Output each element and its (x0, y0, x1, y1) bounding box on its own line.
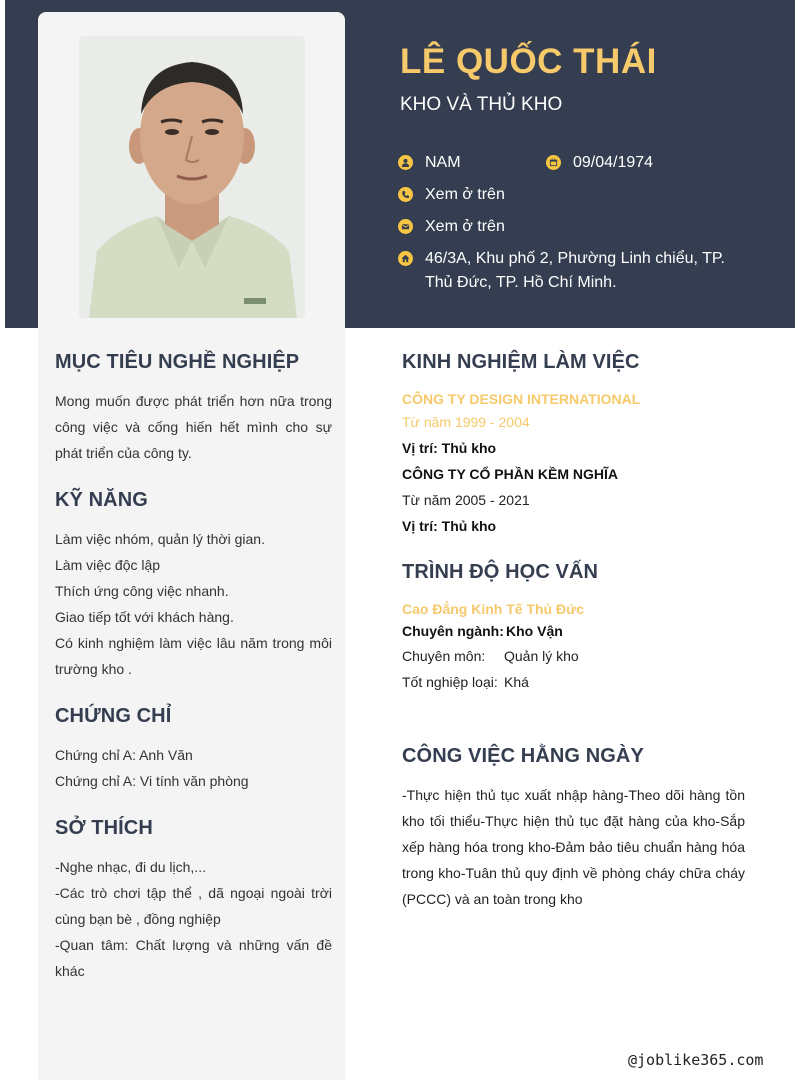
list-item: Làm việc độc lập (55, 557, 161, 573)
hobbies-list (55, 854, 332, 984)
gender-value: NAM (425, 154, 461, 171)
education-title: TRÌNH ĐỘ HỌC VẤN (402, 561, 599, 583)
list-item: Chứng chỉ A: Vi tính văn phòng (55, 773, 249, 789)
person-icon (398, 155, 413, 170)
grade-value: Khá (504, 674, 529, 690)
grade-label: Tốt nghiệp loại: (402, 674, 498, 690)
job-position: Vị trí: Thủ kho (402, 518, 497, 534)
skills-list (55, 526, 332, 682)
phone-icon (398, 187, 413, 202)
company-name: CÔNG TY CỔ PHẦN KỀM NGHĨA (402, 466, 618, 482)
daily-work-text: -Thực hiện thủ tục xuất nhập hàng-Theo dõi hàng tồn kho tối thiểu-Thực hiện thủ tục đặt hàng của kho-Sắp xếp hàng hóa trong kho-Đảm bảo tiêu chuẩn hàng hóa trong kho-Tuân thủ quy định về phòng cháy chữa cháy (PCCC) và an toàn trong kho (402, 787, 745, 907)
watermark: @joblike365.com (628, 1051, 764, 1069)
candidate-name: LÊ QUỐC THÁI (400, 42, 657, 81)
daily-work-title: CÔNG VIỆC HẰNG NGÀY (402, 745, 644, 767)
list-item: Có kinh nghiệm làm việc lâu năm trong môi trường kho . (55, 635, 332, 677)
certificates-list (55, 742, 332, 794)
skills-title: KỸ NĂNG (55, 489, 148, 511)
email-row (398, 215, 598, 239)
address-value: 46/3A, Khu phố 2, Phường Linh chiểu, TP. Thủ Đức, TP. Hồ Chí Minh. (425, 250, 725, 291)
company-years: Từ năm 2005 - 2021 (402, 492, 530, 508)
company-name: CÔNG TY DESIGN INTERNATIONAL (402, 391, 641, 407)
list-item: -Các trò chơi tập thể , dã ngoại ngoài trời cùng bạn bè , đồng nghiệp (55, 885, 332, 927)
mail-icon (398, 219, 413, 234)
list-item: Thích ứng công việc nhanh. (55, 583, 229, 599)
calendar-icon (546, 155, 561, 170)
company-years: Từ năm 1999 - 2004 (402, 414, 530, 430)
hobbies-title: SỞ THÍCH (55, 817, 153, 839)
objective-title: MỤC TIÊU NGHỀ NGHIỆP (55, 351, 300, 373)
email-value: Xem ở trên (425, 218, 505, 235)
address-row (398, 247, 758, 297)
home-icon (398, 251, 413, 266)
list-item: Chứng chỉ A: Anh Văn (55, 747, 193, 763)
subject-label: Chuyên môn: (402, 648, 486, 664)
major-value: Kho Vận (506, 623, 563, 639)
subject-row (402, 643, 747, 669)
list-item: Giao tiếp tốt với khách hàng. (55, 609, 234, 625)
experience-list (402, 389, 747, 539)
candidate-job-title: KHO VÀ THỦ KHO (400, 94, 563, 115)
experience-title: KINH NGHIỆM LÀM VIỆC (402, 351, 640, 373)
birthdate-row (546, 151, 706, 175)
major-label: Chuyên ngành: (402, 623, 504, 639)
objective-text: Mong muốn được phát triển hơn nữa trong công việc và cống hiến hết mình cho sự phát triển của công ty. (55, 393, 332, 461)
certificates-title: CHỨNG CHỈ (55, 705, 172, 727)
list-item: -Nghe nhạc, đi du lịch,... (55, 859, 206, 875)
education-block (402, 599, 747, 695)
major-row (402, 619, 747, 643)
gender-row (398, 151, 538, 175)
school-name: Cao Đẳng Kinh Tế Thủ Đức (402, 601, 585, 617)
phone-row (398, 183, 598, 207)
profile-photo (79, 36, 305, 318)
list-item: -Quan tâm: Chất lượng và những vấn đề khác (55, 937, 332, 979)
list-item: Làm việc nhóm, quản lý thời gian. (55, 531, 265, 547)
birthdate-value: 09/04/1974 (573, 154, 654, 171)
grade-row (402, 669, 747, 695)
job-position: Vị trí: Thủ kho (402, 440, 497, 456)
phone-value: Xem ở trên (425, 186, 505, 203)
subject-value: Quản lý kho (504, 648, 579, 664)
